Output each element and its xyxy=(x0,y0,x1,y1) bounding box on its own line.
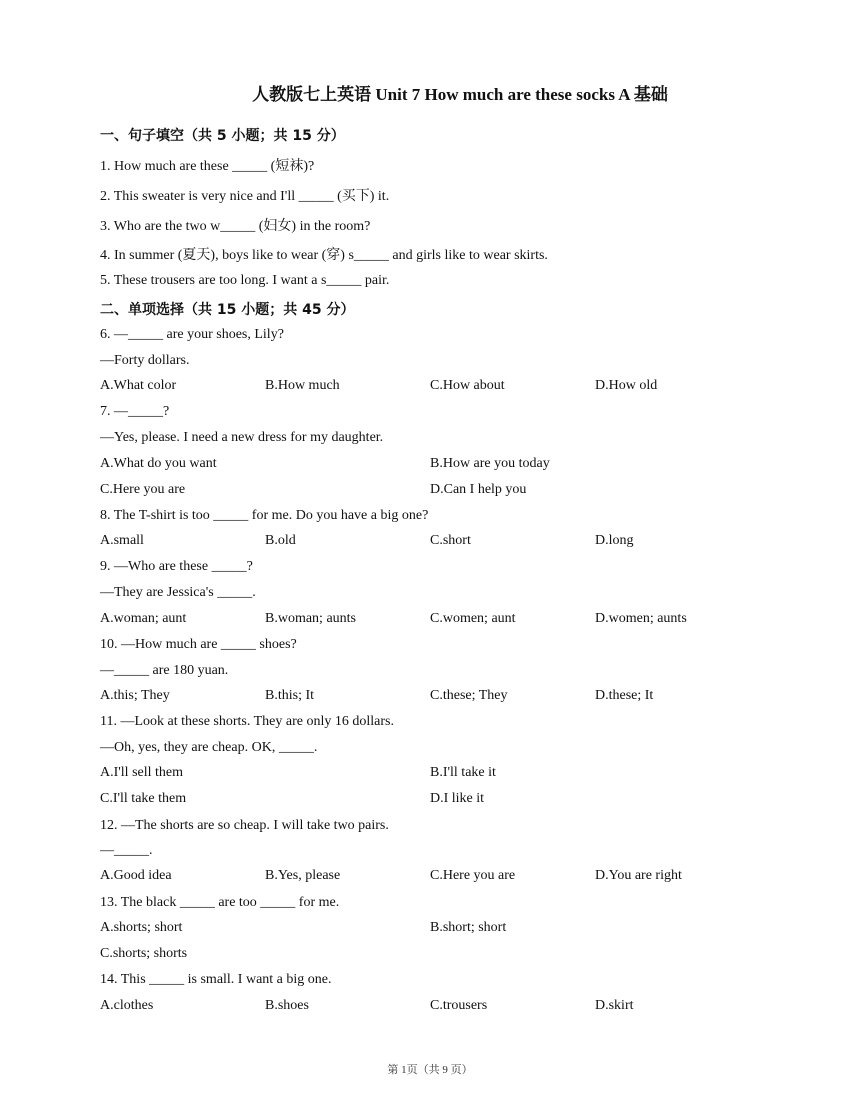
question-line: —Forty dollars. xyxy=(100,353,190,368)
option-a: A.What color xyxy=(100,378,177,393)
question-line: 8. The T-shirt is too _____ for me. Do you have a big one? xyxy=(100,508,429,523)
question-line: —Oh, yes, they are cheap. OK, _____. xyxy=(100,740,318,755)
question-line: 13. The black _____ are too _____ for me. xyxy=(100,895,340,910)
question-line: —Yes, please. I need a new dress for my daughter. xyxy=(100,430,384,445)
question-line: 9. —Who are these _____? xyxy=(100,559,253,574)
option-d: D.women; aunts xyxy=(595,611,687,626)
option-c: C.I'll take them xyxy=(100,791,187,806)
question-line: 6. —_____ are your shoes, Lily? xyxy=(100,327,284,342)
page-footer: 第 1页（共 9 页） xyxy=(387,1064,473,1076)
option-b: B.old xyxy=(265,533,296,548)
option-a: A.What do you want xyxy=(100,456,217,471)
option-c: C.How about xyxy=(430,378,505,393)
option-d: D.I like it xyxy=(430,791,485,806)
option-d: D.these; It xyxy=(595,688,654,703)
question-line: 14. This _____ is small. I want a big one. xyxy=(100,972,332,987)
option-b: B.I'll take it xyxy=(430,765,496,780)
option-c: C.shorts; shorts xyxy=(100,946,188,961)
option-a: A.clothes xyxy=(100,998,154,1013)
document-title: 人教版七上英语 Unit 7 How much are these socks A 基础 xyxy=(252,85,668,104)
option-b: B.How are you today xyxy=(430,456,550,471)
option-b: B.How much xyxy=(265,378,340,393)
option-c: C.short xyxy=(430,533,471,548)
option-a: A.small xyxy=(100,533,144,548)
option-c: C.women; aunt xyxy=(430,611,516,626)
option-a: A.I'll sell them xyxy=(100,765,184,780)
question-line: 1. How much are these _____ (短袜)? xyxy=(100,159,315,174)
option-a: A.woman; aunt xyxy=(100,611,187,626)
option-c: C.these; They xyxy=(430,688,508,703)
question-line: 11. —Look at these shorts. They are only 16 dollars. xyxy=(100,714,394,729)
question-line: 10. —How much are _____ shoes? xyxy=(100,637,297,652)
option-a: A.this; They xyxy=(100,688,170,703)
question-line: 3. Who are the two w_____ (妇女) in the room? xyxy=(100,219,371,234)
option-d: D.Can I help you xyxy=(430,482,527,497)
option-c: C.Here you are xyxy=(430,868,516,883)
option-d: D.How old xyxy=(595,378,658,393)
question-line: 4. In summer (夏天), boys like to wear (穿) s_____ and girls like to wear skirts. xyxy=(100,248,548,263)
question-line: —They are Jessica's _____. xyxy=(100,585,256,600)
option-b: B.shoes xyxy=(265,998,309,1013)
option-c: C.Here you are xyxy=(100,482,186,497)
option-d: D.skirt xyxy=(595,998,634,1013)
option-b: B.woman; aunts xyxy=(265,611,356,626)
question-line: —_____. xyxy=(100,843,153,858)
option-d: D.You are right xyxy=(595,868,682,883)
question-line: 7. —_____? xyxy=(100,404,170,419)
option-a: A.shorts; short xyxy=(100,920,183,935)
question-line: 12. —The shorts are so cheap. I will take two pairs. xyxy=(100,818,389,833)
section-heading-fill: 一、句子填空（共 5 小题；共 15 分） xyxy=(100,128,345,144)
option-c: C.trousers xyxy=(430,998,488,1013)
option-d: D.long xyxy=(595,533,634,548)
option-b: B.this; It xyxy=(265,688,315,703)
option-b: B.short; short xyxy=(430,920,507,935)
question-line: —_____ are 180 yuan. xyxy=(100,663,229,678)
section-heading-choice: 二、单项选择（共 15 小题；共 45 分） xyxy=(100,302,355,318)
question-line: 5. These trousers are too long. I want a s_____ pair. xyxy=(100,273,390,288)
option-a: A.Good idea xyxy=(100,868,172,883)
option-b: B.Yes, please xyxy=(265,868,341,883)
question-line: 2. This sweater is very nice and I'll _____ (买下) it. xyxy=(100,189,390,204)
